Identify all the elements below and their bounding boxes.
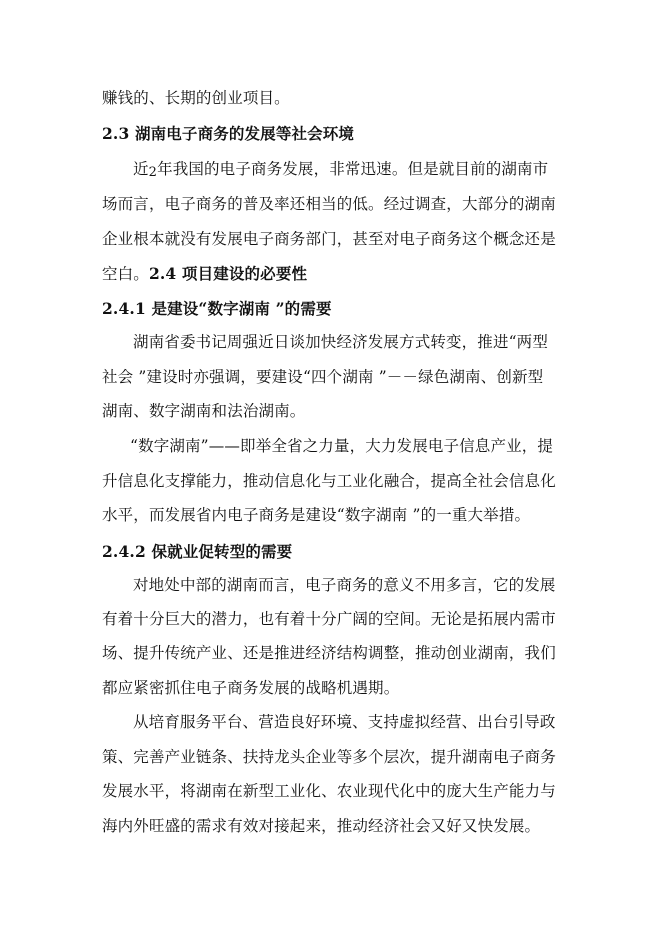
paragraph-line: 企业根本就没有发展电子商务部门，甚至对电子商务这个概念还是	[102, 230, 556, 248]
section-heading-2-4-1: 2.4.1 是建设“数字湖南 ”的需要	[102, 299, 332, 318]
paragraph-line: 有着十分巨大的潜力，也有着十分广阔的空间。无论是拓展内需市	[102, 610, 556, 628]
paragraph-line: 社会 ”建设时亦强调，要建设“四个湖南 ”－－绿色湖南、创新型	[102, 368, 544, 386]
text-run-digit: 2	[148, 165, 158, 180]
section-heading-2-4: 2.4 项目建设的必要性	[148, 264, 308, 283]
paragraph-line: 赚钱的、长期的创业项目。	[102, 89, 290, 107]
paragraph-line: 对地处中部的湖南而言，电子商务的意义不用多言，它的发展	[133, 576, 556, 594]
paragraph-line: 水平，而发展省内电子商务是建设“数字湖南 ”的一重大举措。	[102, 506, 531, 524]
paragraph-line: 策、完善产业链条、扶持龙头企业等多个层次，提升湖南电子商务	[102, 748, 556, 766]
paragraph-line: 都应紧密抓住电子商务发展的战略机遇期。	[102, 679, 400, 697]
section-heading-2-3: 2.3 湖南电子商务的发展等社会环境	[102, 124, 355, 143]
paragraph-line: 湖南、数字湖南和法治湖南。	[102, 402, 306, 420]
paragraph-line: 场、提升传统产业、还是推进经济结构调整，推动创业湖南，我们	[102, 644, 556, 662]
paragraph-line: 海内外旺盛的需求有效对接起来，推动经济社会又好又快发展。	[102, 817, 541, 835]
paragraph-line: 发展水平，将湖南在新型工业化、农业现代化中的庞大生产能力与	[102, 782, 556, 800]
text-run: 空白。	[102, 265, 149, 283]
text-run: 年我国的电子商务发展，非常迅速。但是就目前的湖南市	[157, 160, 549, 178]
paragraph-line	[133, 159, 548, 183]
paragraph-line	[102, 264, 307, 284]
paragraph-line: 从培育服务平台、营造良好环境、支持虚拟经营、出台引导政	[133, 713, 556, 731]
text-run: 近	[133, 160, 149, 178]
paragraph-line: 湖南省委书记周强近日谈加快经济发展方式转变，推进“两型	[133, 333, 548, 351]
paragraph-line: 场而言，电子商务的普及率还相当的低。经过调查，大部分的湖南	[102, 195, 556, 213]
paragraph-line: 升信息化支撑能力，推动信息化与工业化融合，提高全社会信息化	[102, 472, 556, 490]
section-heading-2-4-2: 2.4.2 保就业促转型的需要	[102, 542, 293, 561]
paragraph-line: “数字湖南”——即举全省之力量，大力发展电子信息产业，提	[130, 437, 554, 455]
